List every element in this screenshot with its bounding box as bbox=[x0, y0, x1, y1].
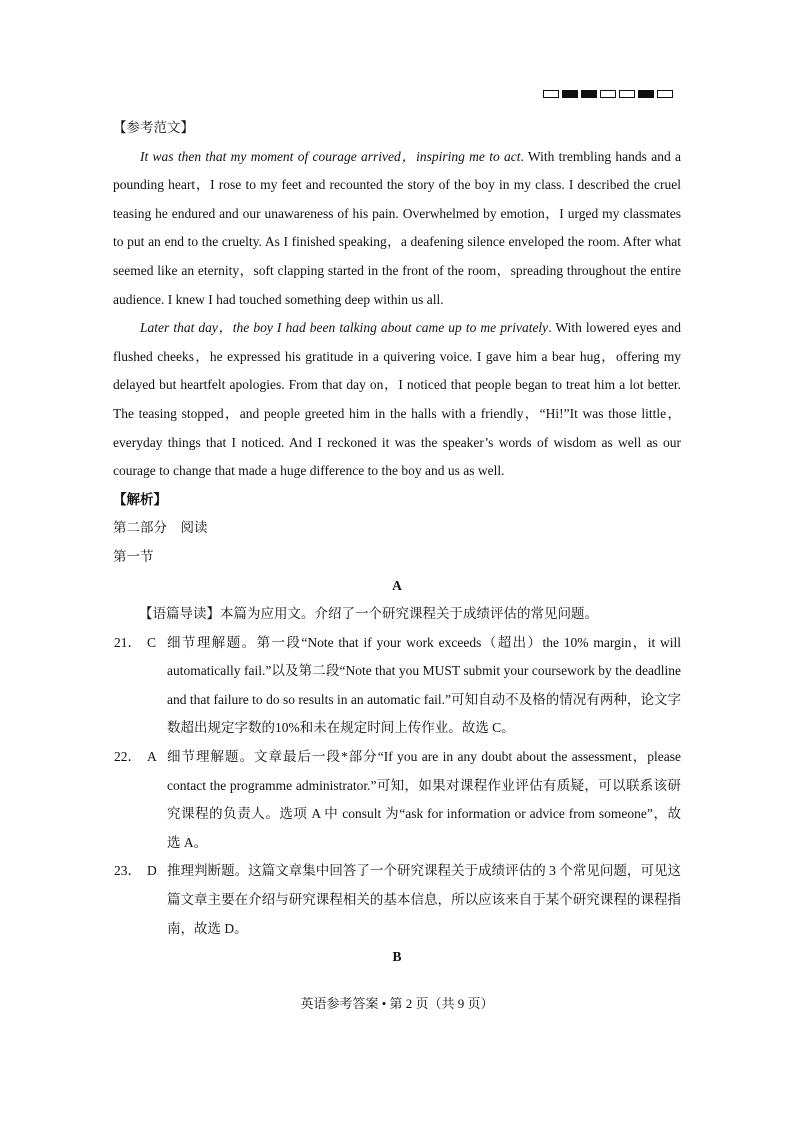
paragraph-opening-sentence: Later that day，the boy I had been talking about came up to me privately bbox=[140, 320, 549, 336]
paragraph-body: . With lowered eyes and flushed cheeks，he expressed his gratitude in a quivering voice. I gave him a bear hug，offering my delayed but heartfelt apologies. From that day on，I noticed that people began to treat him a lot better. The teasing stopped，and people greeted him in the halls with a friendly，“Hi!”It was those little，everyday things that I noticed. And I reckoned it was the speaker’s words of wisdom as well as our courage to change that made a huge difference to the boy and us as well. bbox=[113, 320, 682, 479]
code-mark-filled bbox=[638, 90, 654, 98]
section-heading: 第一节 bbox=[113, 548, 154, 564]
question-number: 23． bbox=[114, 863, 141, 879]
code-mark-filled bbox=[581, 90, 597, 98]
essay-paragraph-1 bbox=[113, 143, 681, 315]
passage-label-a: A bbox=[392, 577, 402, 593]
exam-code-marks bbox=[543, 90, 673, 98]
question-explanation: 推理判断题。这篇文章集中回答了一个研究课程关于成绩评估的 3 个常见问题，可见这篇文章主要在介绍与研究课程相关的基本信息，所以应该来自于某个研究课程的课程指南，故选 D。 bbox=[167, 863, 681, 936]
essay-paragraph-2 bbox=[113, 314, 681, 486]
passage-guide: 【语篇导读】本篇为应用文。介绍了一个研究课程关于成绩评估的常见问题。 bbox=[139, 606, 598, 622]
page-content bbox=[113, 114, 681, 972]
question-item bbox=[113, 629, 681, 743]
code-mark-empty bbox=[619, 90, 635, 98]
code-mark-empty bbox=[657, 90, 673, 98]
model-essay bbox=[113, 143, 681, 486]
question-answer: D bbox=[147, 863, 157, 879]
analysis-heading: 【解析】 bbox=[113, 491, 167, 507]
question-explanation: 细节理解题。文章最后一段*部分“If you are in any doubt about the assessment，please contact the programme administrator.”可知，如果对课程作业评估有质疑，可以联系该研究课程的负责人。选项 A 中 consult 为“ask for information or advice from someone”，故选 A。 bbox=[167, 749, 681, 850]
question-number: 22． bbox=[114, 749, 141, 765]
paragraph-opening-sentence: It was then that my moment of courage arrived，inspiring me to act bbox=[140, 148, 521, 164]
question-number: 21． bbox=[114, 634, 141, 650]
code-mark-filled bbox=[562, 90, 578, 98]
model-essay-heading: 【参考范文】 bbox=[113, 120, 194, 135]
passage-label-b: B bbox=[392, 949, 402, 965]
page-footer: 英语参考答案 • 第 2 页（共 9 页） bbox=[300, 996, 494, 1011]
question-explanation: 细节理解题。第一段“Note that if your work exceeds（超出）the 10% margin，it will automatically fail.”以及第二段“Note that you MUST submit your coursework by the deadline and that failure to do so results in an automatic fail.”可知自动不及格的情况有两种，论文字数超出规定字数的10%和未在规定时间上传作业。故选 C。 bbox=[167, 634, 681, 736]
question-item bbox=[113, 857, 681, 943]
question-answer: A bbox=[147, 749, 157, 765]
question-answer: C bbox=[147, 634, 157, 650]
part-heading: 第二部分 阅读 bbox=[113, 520, 208, 536]
code-mark-empty bbox=[600, 90, 616, 98]
paragraph-body: . With trembling hands and a pounding heart，I rose to my feet and recounted the story of the boy in my class. I described the cruel teasing he endured and our unawareness of his pain. Overwhelmed by emotion，I urged my classmates to put an end to the cruelty. As I finished speaking，a deafening silence enveloped the room. After what seemed like an eternity，soft clapping started in the front of the room，spreading throughout the entire audience. I knew I had touched something deep within us all. bbox=[113, 148, 681, 307]
code-mark-empty bbox=[543, 90, 559, 98]
question-item bbox=[113, 743, 681, 857]
